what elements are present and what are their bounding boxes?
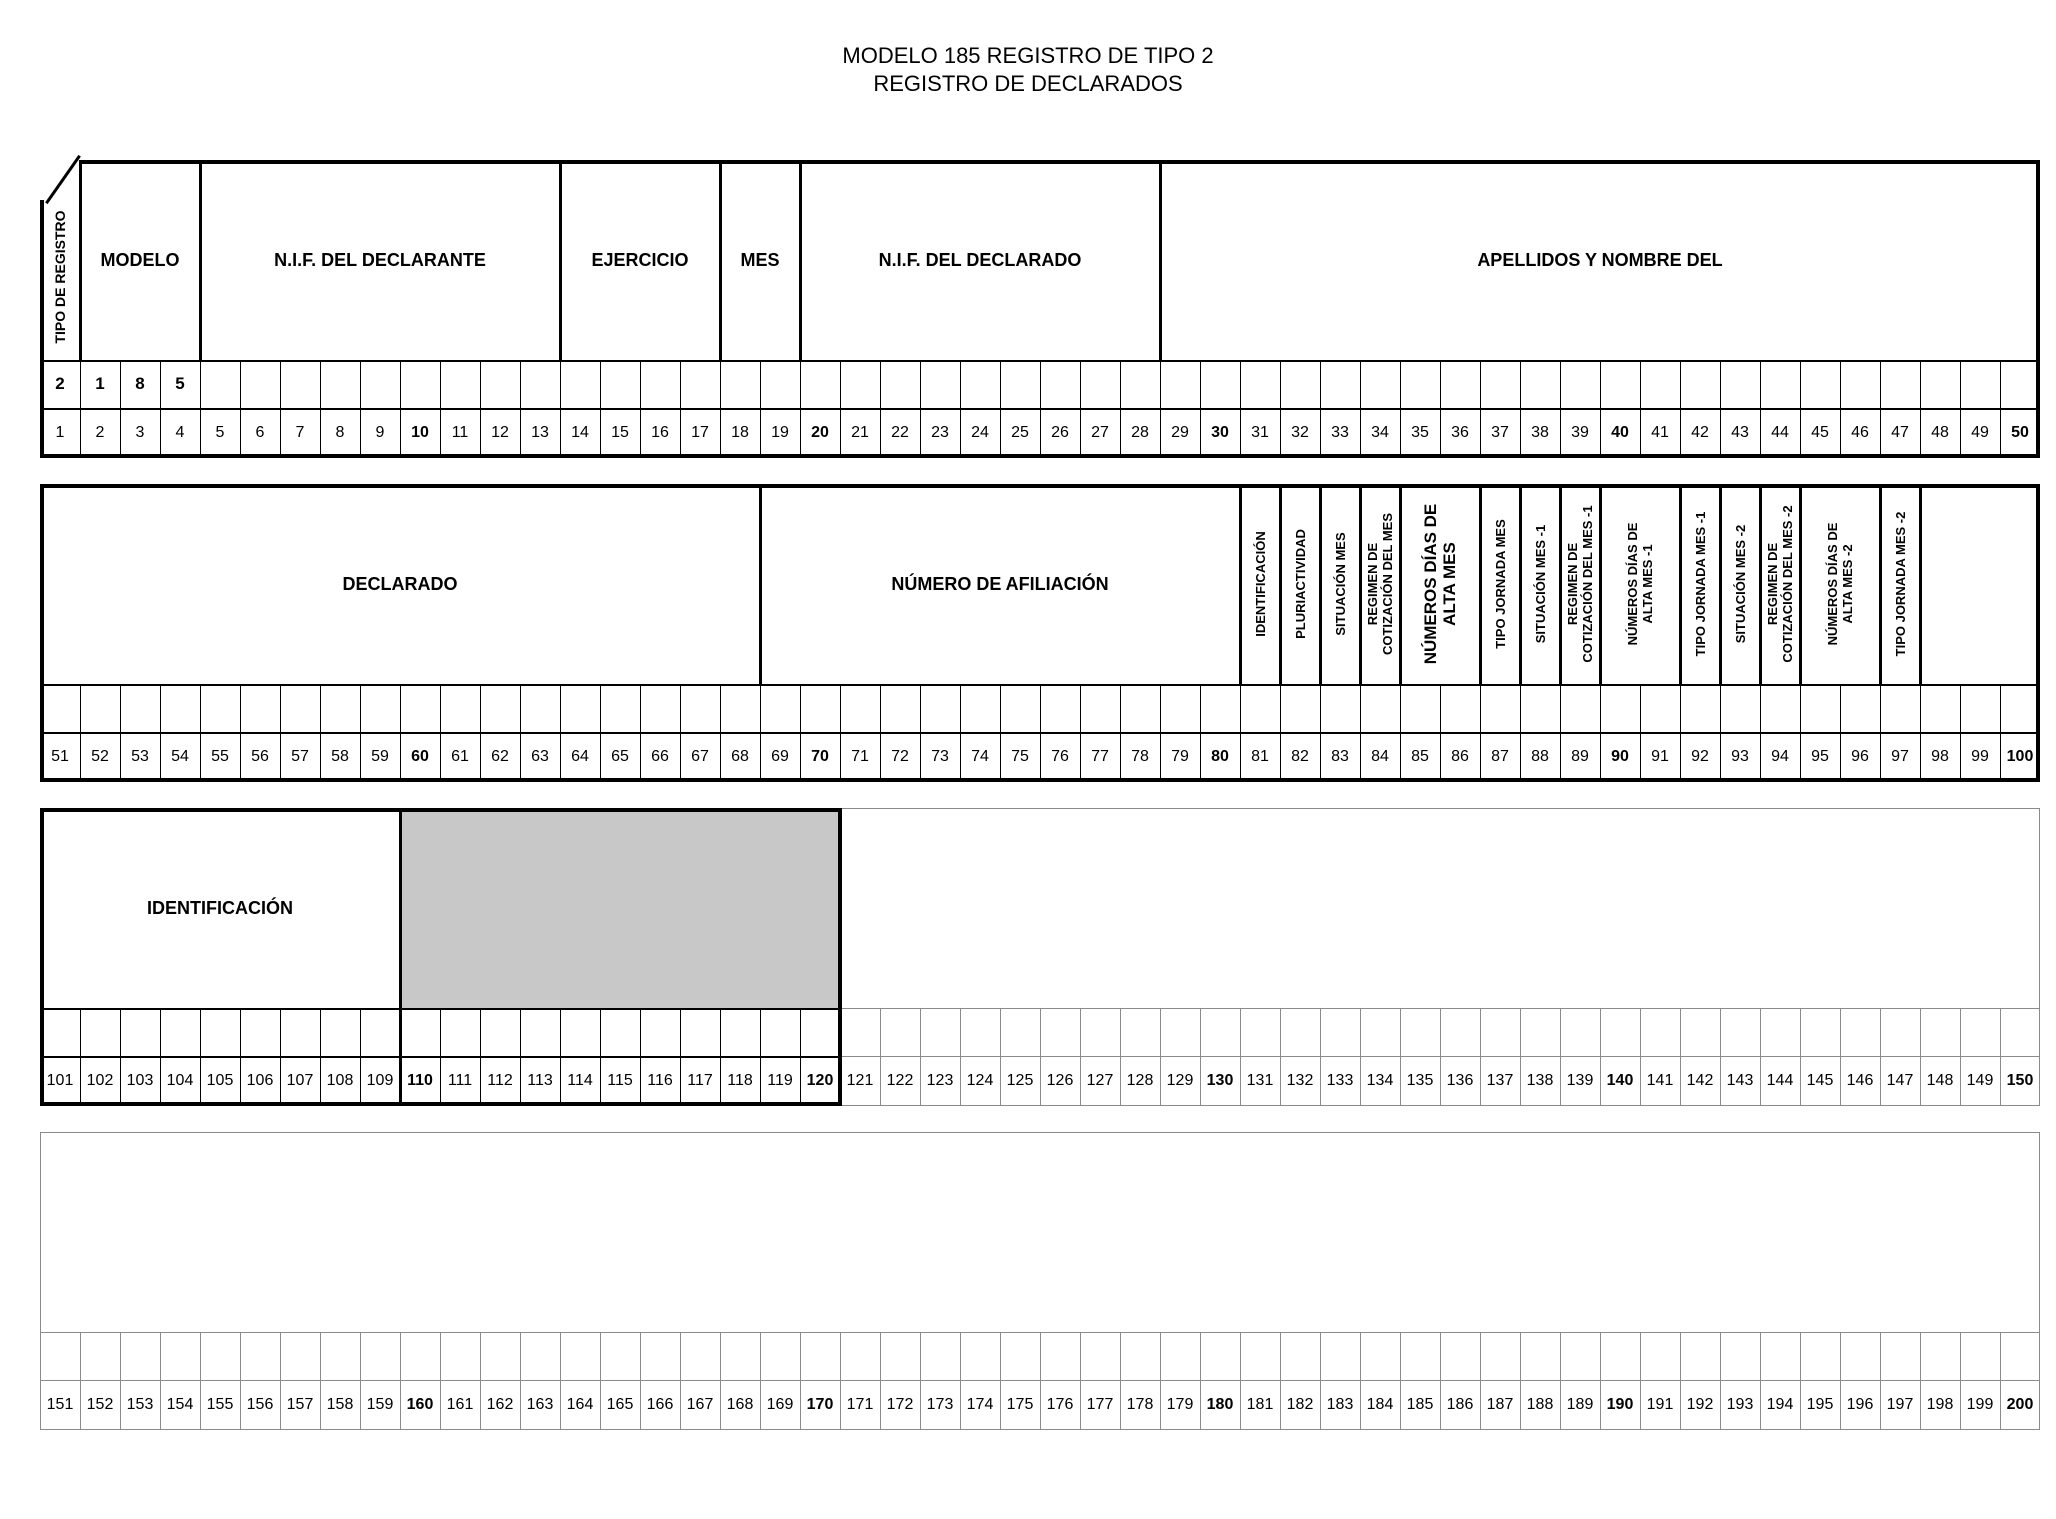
field-position-number: 197 <box>1886 1396 1914 1413</box>
field-position-number: 195 <box>1806 1396 1834 1413</box>
field-position-number: 60 <box>411 748 429 765</box>
field-position-number: 5 <box>215 424 225 441</box>
field-position-number: 85 <box>1411 748 1429 765</box>
field-position-number: 26 <box>1051 424 1069 441</box>
field-position-number: 185 <box>1406 1396 1434 1413</box>
header-1: NÚMERO DE AFILIACIÓN <box>891 573 1109 594</box>
field-position-number: 83 <box>1331 748 1349 765</box>
field-position-number: 127 <box>1086 1072 1114 1089</box>
field-position-number: 66 <box>651 748 669 765</box>
field-position-number: 109 <box>366 1072 394 1089</box>
field-position-number: 161 <box>446 1396 474 1413</box>
field-position-number: 102 <box>86 1072 114 1089</box>
field-position-number: 170 <box>806 1396 834 1413</box>
rule <box>840 808 2040 809</box>
rule <box>719 160 722 360</box>
field-position-number: 157 <box>286 1396 314 1413</box>
field-position-number: 190 <box>1606 1396 1634 1413</box>
field-position-number: 198 <box>1926 1396 1954 1413</box>
field-position-number: 28 <box>1131 424 1149 441</box>
field-position-number: 55 <box>211 748 229 765</box>
field-position-number: 151 <box>46 1396 74 1413</box>
field-position-number: 12 <box>491 424 509 441</box>
field-position-number: 57 <box>291 748 309 765</box>
field-position-number: 8 <box>335 424 345 441</box>
field-position-number: 90 <box>1611 748 1629 765</box>
corner-cut <box>45 155 81 204</box>
field-position-number: 144 <box>1766 1072 1794 1089</box>
field-position-number: 163 <box>526 1396 554 1413</box>
field-position-number: 165 <box>606 1396 634 1413</box>
field-position-number: 70 <box>811 748 829 765</box>
field-position-number: 133 <box>1326 1072 1354 1089</box>
field-position-number: 25 <box>1011 424 1029 441</box>
field-position-number: 174 <box>966 1396 994 1413</box>
field-position-number: 19 <box>771 424 789 441</box>
vertical-header-9: TIPO JORNADA MES -1 <box>1692 511 1708 657</box>
field-position-number: 56 <box>251 748 269 765</box>
vertical-header-1: PLURIACTIVIDAD <box>1292 529 1308 639</box>
field-position-number: 132 <box>1286 1072 1314 1089</box>
field-position-number: 84 <box>1371 748 1389 765</box>
field-position-number: 71 <box>851 748 869 765</box>
vertical-header-12: NÚMEROS DÍAS DE ALTA MES -2 <box>1825 522 1855 646</box>
field-position-number: 104 <box>166 1072 194 1089</box>
field-position-number: 1 <box>55 424 65 441</box>
field-position-number: 178 <box>1126 1396 1154 1413</box>
field-position-number: 137 <box>1486 1072 1514 1089</box>
field-position-number: 46 <box>1851 424 1869 441</box>
field-position-number: 77 <box>1091 748 1109 765</box>
field-position-number: 154 <box>166 1396 194 1413</box>
field-position-number: 54 <box>171 748 189 765</box>
vertical-header-3: REGIMEN DE COTIZACIÓN DEL MES <box>1365 512 1395 656</box>
vertical-header-10: SITUACIÓN MES -2 <box>1732 524 1748 644</box>
field-position-number: 116 <box>647 1072 673 1089</box>
field-position-number: 29 <box>1171 424 1189 441</box>
field-position-number: 188 <box>1526 1396 1554 1413</box>
field-position-number: 58 <box>331 748 349 765</box>
field-position-number: 24 <box>971 424 989 441</box>
field-position-number: 181 <box>1246 1396 1274 1413</box>
field-position-number: 14 <box>571 424 589 441</box>
field-position-number: 148 <box>1926 1072 1954 1089</box>
field-position-number: 123 <box>926 1072 954 1089</box>
field-position-number: 150 <box>2006 1072 2034 1089</box>
field-position-number: 134 <box>1366 1072 1394 1089</box>
field-position-number: 16 <box>651 424 669 441</box>
field-position-number: 167 <box>686 1396 714 1413</box>
vertical-header-6: SITUACIÓN MES -1 <box>1532 524 1548 644</box>
field-position-number: 142 <box>1686 1072 1714 1089</box>
field-position-number: 187 <box>1486 1396 1514 1413</box>
field-position-number: 177 <box>1086 1396 1114 1413</box>
field-position-number: 184 <box>1366 1396 1394 1413</box>
field-position-number: 112 <box>487 1072 513 1089</box>
vertical-header-5: TIPO JORNADA MES <box>1492 519 1508 649</box>
field-position-number: 122 <box>886 1072 914 1089</box>
field-position-number: 61 <box>451 748 469 765</box>
rule <box>559 160 562 360</box>
rule <box>838 808 842 1106</box>
field-position-number: 64 <box>571 748 589 765</box>
vertical-header-13: TIPO JORNADA MES -2 <box>1892 511 1908 657</box>
field-position-number: 149 <box>1966 1072 1994 1089</box>
field-position-number: 141 <box>1646 1072 1674 1089</box>
field-position-number: 106 <box>246 1072 274 1089</box>
field-position-number: 107 <box>286 1072 314 1089</box>
field-position-number: 160 <box>406 1396 434 1413</box>
field-position-number: 67 <box>691 748 709 765</box>
field-position-number: 89 <box>1571 748 1589 765</box>
form-subtitle: REGISTRO DE DECLARADOS <box>873 71 1183 96</box>
field-position-number: 75 <box>1011 748 1029 765</box>
field-position-number: 9 <box>375 424 385 441</box>
field-position-number: 147 <box>1886 1072 1914 1089</box>
fixed-value: 1 <box>95 374 105 393</box>
field-position-number: 38 <box>1531 424 1549 441</box>
field-position-number: 45 <box>1811 424 1829 441</box>
vertical-header-0: IDENTIFICACIÓN <box>1252 531 1268 637</box>
vertical-header-2: SITUACIÓN MES <box>1332 532 1348 636</box>
field-position-number: 143 <box>1726 1072 1754 1089</box>
field-position-number: 59 <box>371 748 389 765</box>
field-position-number: 186 <box>1446 1396 1474 1413</box>
field-position-number: 125 <box>1006 1072 1034 1089</box>
field-position-number: 199 <box>1966 1396 1994 1413</box>
field-position-number: 172 <box>886 1396 914 1413</box>
field-position-number: 48 <box>1931 424 1949 441</box>
field-position-number: 119 <box>767 1072 793 1089</box>
field-position-number: 111 <box>447 1072 473 1089</box>
field-position-number: 4 <box>175 424 185 441</box>
field-position-number: 82 <box>1291 748 1309 765</box>
field-position-number: 117 <box>687 1072 713 1089</box>
field-position-number: 65 <box>611 748 629 765</box>
field-position-number: 76 <box>1051 748 1069 765</box>
vertical-header-7: REGIMEN DE COTIZACIÓN DEL MES -1 <box>1565 505 1595 663</box>
header-identificacion: IDENTIFICACIÓN <box>147 897 293 918</box>
field-position-number: 166 <box>646 1396 674 1413</box>
field-position-number: 179 <box>1166 1396 1194 1413</box>
field-position-number: 146 <box>1846 1072 1874 1089</box>
field-position-number: 10 <box>411 424 429 441</box>
field-position-number: 53 <box>131 748 149 765</box>
field-position-number: 72 <box>891 748 909 765</box>
field-position-number: 192 <box>1686 1396 1714 1413</box>
field-position-number: 47 <box>1891 424 1909 441</box>
field-position-number: 51 <box>51 748 69 765</box>
field-position-number: 120 <box>806 1072 834 1089</box>
field-position-number: 86 <box>1451 748 1469 765</box>
field-position-number: 22 <box>891 424 909 441</box>
field-position-number: 73 <box>931 748 949 765</box>
field-position-number: 23 <box>931 424 949 441</box>
field-position-number: 20 <box>811 424 829 441</box>
field-position-number: 35 <box>1411 424 1429 441</box>
field-position-number: 182 <box>1286 1396 1314 1413</box>
field-position-number: 80 <box>1211 748 1229 765</box>
field-position-number: 93 <box>1731 748 1749 765</box>
field-position-number: 42 <box>1691 424 1709 441</box>
field-position-number: 30 <box>1211 424 1229 441</box>
field-position-number: 168 <box>726 1396 754 1413</box>
field-position-number: 145 <box>1806 1072 1834 1089</box>
field-position-number: 33 <box>1331 424 1349 441</box>
field-position-number: 155 <box>206 1396 234 1413</box>
register-block-2 <box>40 484 2040 782</box>
header-0: MODELO <box>100 249 180 270</box>
field-position-number: 88 <box>1531 748 1549 765</box>
field-position-number: 156 <box>246 1396 274 1413</box>
field-position-number: 175 <box>1006 1396 1034 1413</box>
field-position-number: 180 <box>1206 1396 1234 1413</box>
fixed-value: 8 <box>135 374 145 393</box>
field-position-number: 189 <box>1566 1396 1594 1413</box>
field-position-number: 126 <box>1046 1072 1074 1089</box>
field-position-number: 130 <box>1206 1072 1234 1089</box>
field-position-number: 164 <box>566 1396 594 1413</box>
field-position-number: 39 <box>1571 424 1589 441</box>
field-position-number: 173 <box>926 1396 954 1413</box>
field-position-number: 128 <box>1126 1072 1154 1089</box>
header-3: MES <box>740 249 780 270</box>
field-position-number: 74 <box>971 748 989 765</box>
field-position-number: 62 <box>491 748 509 765</box>
field-position-number: 135 <box>1406 1072 1434 1089</box>
field-position-number: 121 <box>846 1072 874 1089</box>
header-2: EJERCICIO <box>591 249 689 270</box>
field-position-number: 11 <box>451 424 469 441</box>
field-position-number: 7 <box>295 424 305 441</box>
rule <box>1919 484 1922 684</box>
field-position-number: 193 <box>1726 1396 1754 1413</box>
tipo-de-registro-label: TIPO DE REGISTRO <box>51 210 68 344</box>
register-block-1 <box>40 160 2040 458</box>
field-position-number: 200 <box>2006 1396 2034 1413</box>
field-position-number: 17 <box>691 424 709 441</box>
vertical-header-4: NÚMEROS DÍAS DE ALTA MES <box>1421 503 1459 665</box>
field-position-number: 194 <box>1766 1396 1794 1413</box>
field-position-number: 158 <box>326 1396 354 1413</box>
field-position-number: 97 <box>1891 748 1909 765</box>
field-position-number: 44 <box>1771 424 1789 441</box>
field-position-number: 91 <box>1651 748 1669 765</box>
field-position-number: 41 <box>1651 424 1669 441</box>
field-position-number: 153 <box>126 1396 154 1413</box>
field-position-number: 69 <box>771 748 789 765</box>
field-position-number: 139 <box>1566 1072 1594 1089</box>
fixed-value: 2 <box>55 374 65 393</box>
field-position-number: 196 <box>1846 1396 1874 1413</box>
field-position-number: 3 <box>135 424 145 441</box>
field-position-number: 94 <box>1771 748 1789 765</box>
field-position-number: 37 <box>1491 424 1509 441</box>
field-position-number: 171 <box>846 1396 874 1413</box>
field-position-number: 15 <box>611 424 629 441</box>
field-position-number: 96 <box>1851 748 1869 765</box>
field-position-number: 79 <box>1171 748 1189 765</box>
field-position-number: 13 <box>531 424 549 441</box>
field-position-number: 124 <box>966 1072 994 1089</box>
field-position-number: 68 <box>731 748 749 765</box>
field-position-number: 81 <box>1251 748 1269 765</box>
rule <box>40 1132 2040 1133</box>
field-position-number: 40 <box>1611 424 1629 441</box>
field-position-number: 131 <box>1246 1072 1274 1089</box>
field-position-number: 105 <box>206 1072 234 1089</box>
field-position-number: 2 <box>95 424 105 441</box>
rule <box>1159 160 1162 360</box>
form-title: MODELO 185 REGISTRO DE TIPO 2 <box>842 43 1214 68</box>
field-position-number: 129 <box>1166 1072 1194 1089</box>
field-position-number: 18 <box>731 424 749 441</box>
field-position-number: 95 <box>1811 748 1829 765</box>
field-position-number: 140 <box>1606 1072 1634 1089</box>
field-position-number: 50 <box>2011 424 2029 441</box>
header-4: N.I.F. DEL DECLARADO <box>878 249 1082 270</box>
field-position-number: 191 <box>1646 1396 1674 1413</box>
header-1: N.I.F. DEL DECLARANTE <box>274 249 486 270</box>
field-position-number: 110 <box>407 1072 433 1089</box>
rule <box>199 160 202 360</box>
rule <box>799 160 802 360</box>
vertical-header-11: REGIMEN DE COTIZACIÓN DEL MES -2 <box>1765 505 1795 663</box>
field-position-number: 92 <box>1691 748 1709 765</box>
shaded-area <box>400 808 840 1008</box>
fixed-value: 5 <box>175 374 185 393</box>
field-position-number: 49 <box>1971 424 1989 441</box>
field-position-number: 162 <box>486 1396 514 1413</box>
field-position-number: 43 <box>1731 424 1749 441</box>
field-position-number: 115 <box>607 1072 633 1089</box>
rule <box>79 160 82 360</box>
register-block-4 <box>40 1132 2040 1430</box>
field-position-number: 103 <box>126 1072 154 1089</box>
field-position-number: 159 <box>366 1396 394 1413</box>
field-position-number: 21 <box>851 424 869 441</box>
header-0: DECLARADO <box>342 573 458 594</box>
field-position-number: 32 <box>1291 424 1309 441</box>
register-block-3 <box>40 808 2040 1106</box>
header-5: APELLIDOS Y NOMBRE DEL <box>1477 249 1723 270</box>
field-position-number: 6 <box>255 424 265 441</box>
field-position-number: 169 <box>766 1396 794 1413</box>
field-position-number: 63 <box>531 748 549 765</box>
field-position-number: 99 <box>1971 748 1989 765</box>
field-position-number: 113 <box>527 1072 553 1089</box>
field-position-number: 36 <box>1451 424 1469 441</box>
field-position-number: 78 <box>1131 748 1149 765</box>
field-position-number: 183 <box>1326 1396 1354 1413</box>
field-position-number: 136 <box>1446 1072 1474 1089</box>
field-position-number: 52 <box>91 748 109 765</box>
vertical-header-8: NÚMEROS DÍAS DE ALTA MES -1 <box>1625 522 1655 646</box>
field-position-number: 114 <box>567 1072 593 1089</box>
field-position-number: 87 <box>1491 748 1509 765</box>
field-position-number: 100 <box>2006 748 2034 765</box>
rule <box>399 808 402 1106</box>
field-position-number: 34 <box>1371 424 1389 441</box>
field-position-number: 176 <box>1046 1396 1074 1413</box>
field-position-number: 118 <box>727 1072 753 1089</box>
field-position-number: 108 <box>326 1072 354 1089</box>
field-position-number: 101 <box>46 1072 74 1089</box>
field-position-number: 27 <box>1091 424 1109 441</box>
field-position-number: 152 <box>86 1396 114 1413</box>
field-position-number: 138 <box>1526 1072 1554 1089</box>
field-position-number: 98 <box>1931 748 1949 765</box>
field-position-number: 31 <box>1251 424 1269 441</box>
